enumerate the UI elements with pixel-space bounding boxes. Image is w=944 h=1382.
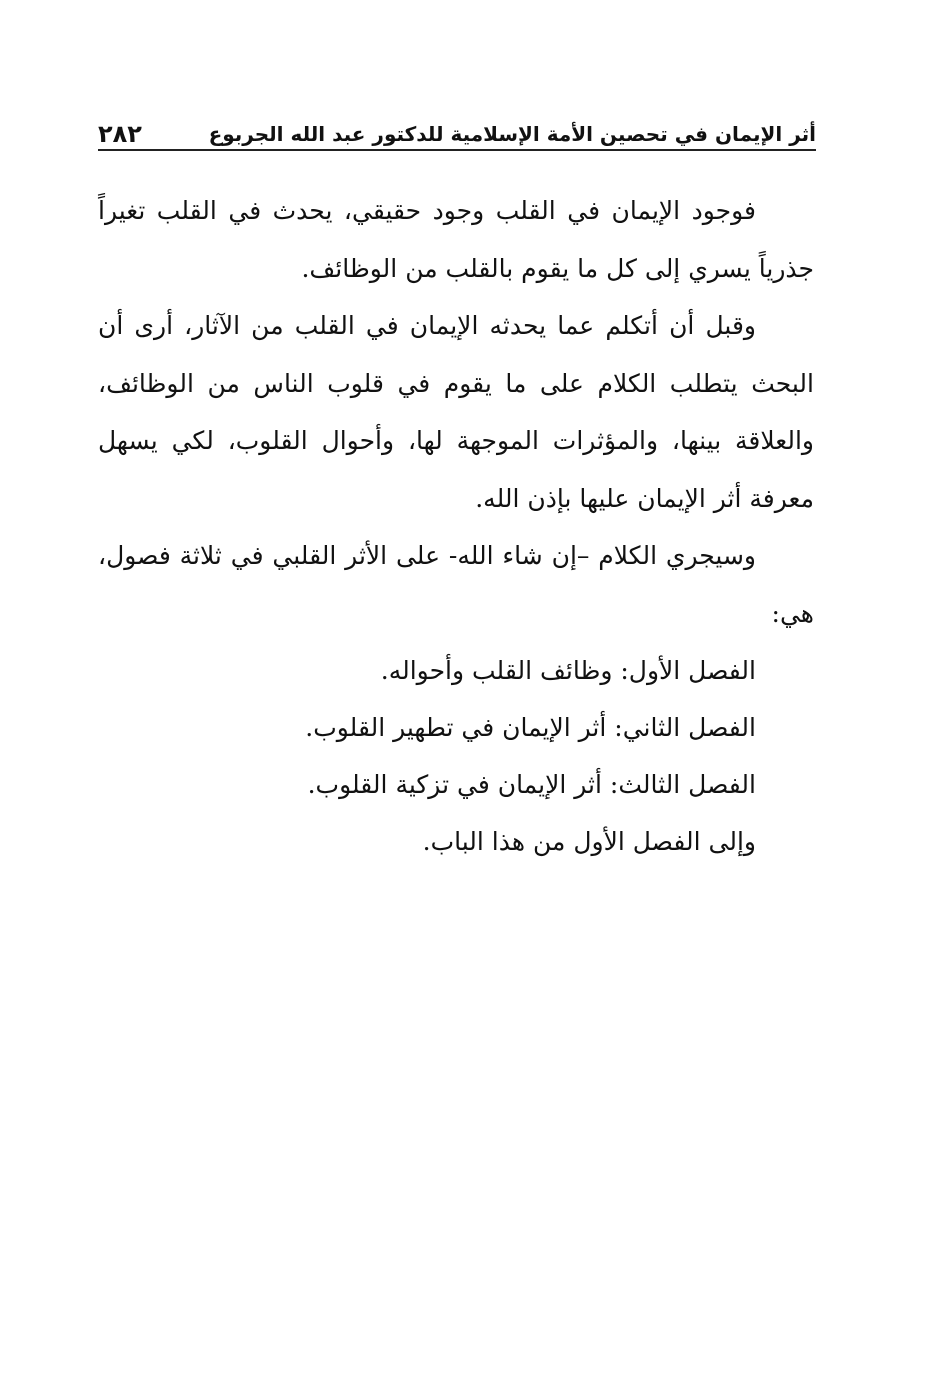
body-paragraph-3: وسيجري الكلام –إن شاء الله- على الأثر القلبي في ثلاثة فصول، هي: [98, 541, 814, 628]
page-number: ٢٨٢ [98, 120, 142, 148]
running-header [98, 104, 816, 148]
body-paragraph-2: وقبل أن أتكلم عما يحدثه الإيمان في القلب من الآثار، أرى أن البحث يتطلب الكلام على ما يقوم في قلوب الناس من الوظائف، والعلاقة بينها، والمؤثرات الموجهة لها، وأحوال القلوب، لكي يسهل معرفة أثر الإيمان عليها بإذن الله. [98, 311, 814, 513]
chapter-item-1: الفصل الأول: وظائف القلب وأحواله. [380, 656, 756, 685]
running-header-title: أثر الإيمان في تحصين الأمة الإسلامية للدكتور عبد الله الجربوع [208, 122, 816, 146]
page-body [98, 182, 814, 870]
chapter-list [98, 642, 814, 870]
body-paragraph-1: فوجود الإيمان في القلب وجود حقيقي، يحدث في القلب تغيراً جذرياً يسري إلى كل ما يقوم بالقلب من الوظائف. [98, 196, 814, 283]
chapter-item-2: الفصل الثاني: أثر الإيمان في تطهير القلوب. [305, 713, 756, 742]
closing-line: وإلى الفصل الأول من هذا الباب. [422, 827, 756, 856]
chapter-item-3: الفصل الثالث: أثر الإيمان في تزكية القلوب. [307, 770, 756, 799]
header-divider [98, 149, 816, 151]
